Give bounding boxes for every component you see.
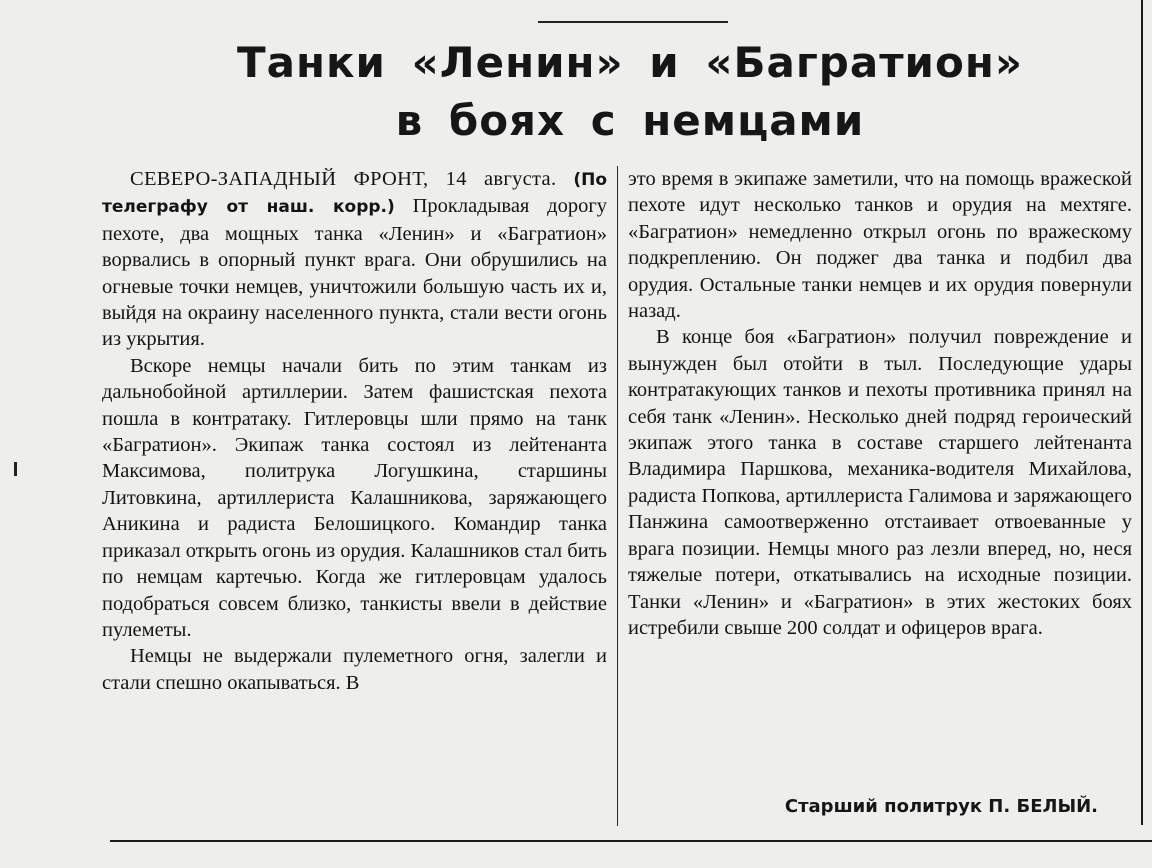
top-rule <box>538 21 728 23</box>
byline-note: (По телеграфу от наш. корр.) <box>102 170 608 218</box>
article-paragraph: Немцы не выдержали пулеметного огня, залегли и стали спешно окапываться. В <box>102 645 607 694</box>
headline-line-1: Танки «Ленин» и «Багратион» <box>237 38 1023 87</box>
article-column-right <box>628 166 1132 641</box>
article-paragraph <box>102 166 607 353</box>
article-headline <box>160 34 1100 150</box>
author-signature: Старший политрук П. БЕЛЫЙ. <box>784 796 1098 817</box>
article-paragraph: Вскоре немцы начали бить по этим танкам из дальнобойной артиллерии. Затем фашистская пехота пошла в контратаку. Гитлеровцы шли прямо на танк «Багратион». Экипаж танка состоял из лейтенанта Максимова, политрука Логушкина, старшины Литовкина, артиллериста Калашникова, заряжающего Аникина и радиста Белошицкого. Командир танка приказал открыть огонь из орудия. Калашников стал бить по немцам картечью. Когда же гитлеровцам удалось подобраться совсем близко, танкисты ввели в действие пулеметы. <box>102 354 607 641</box>
paragraph-text: Прокладывая дорогу пехоте, два мощных танка «Ленин» и «Багратион» ворвались в опорный пункт врага. Они обрушились на огневые точки немцев, уничтожили большую часть их и, выйдя на окраину населенного пункта, стали вести огонь из укрытия. <box>102 195 608 351</box>
headline-line-2: в боях с немцами <box>395 96 865 145</box>
dateline: СЕВЕРО-ЗАПАДНЫЙ ФРОНТ, 14 августа. <box>130 168 557 190</box>
column-divider <box>617 166 618 826</box>
margin-mark <box>14 462 17 476</box>
article-column-left <box>102 166 607 696</box>
article-paragraph: В конце боя «Багратион» получил повреждение и вынужден был отойти в тыл. Последующие удары контратакующих танков и пехоты противника принял на себя танк «Ленин». Несколько дней подряд героический экипаж этого танка в составе старшего лейтенанта Владимира Паршкова, механика-водителя Михайлова, радиста Попкова, артиллериста Галимова и заряжающего Панжина самоотверженно отстаивает отвоеванные у врага позиции. Немцы много раз лезли вперед, но, неся тяжелые потери, откатывались на исходные позиции. Танки «Ленин» и «Багратион» в этих жестоких боях истребили свыше 200 солдат и офицеров врага. <box>628 326 1132 639</box>
right-column-rule <box>1141 0 1143 825</box>
bottom-rule <box>110 840 1152 842</box>
article-paragraph: это время в экипаже заметили, что на помощь вражеской пехоте идут несколько танков и орудия на мехтяге. «Багратион» немедленно открыл огонь по вражескому подкреплению. Он поджег два танка и подбил два орудия. Остальные танки немцев и их орудия повернули назад. <box>628 168 1132 323</box>
